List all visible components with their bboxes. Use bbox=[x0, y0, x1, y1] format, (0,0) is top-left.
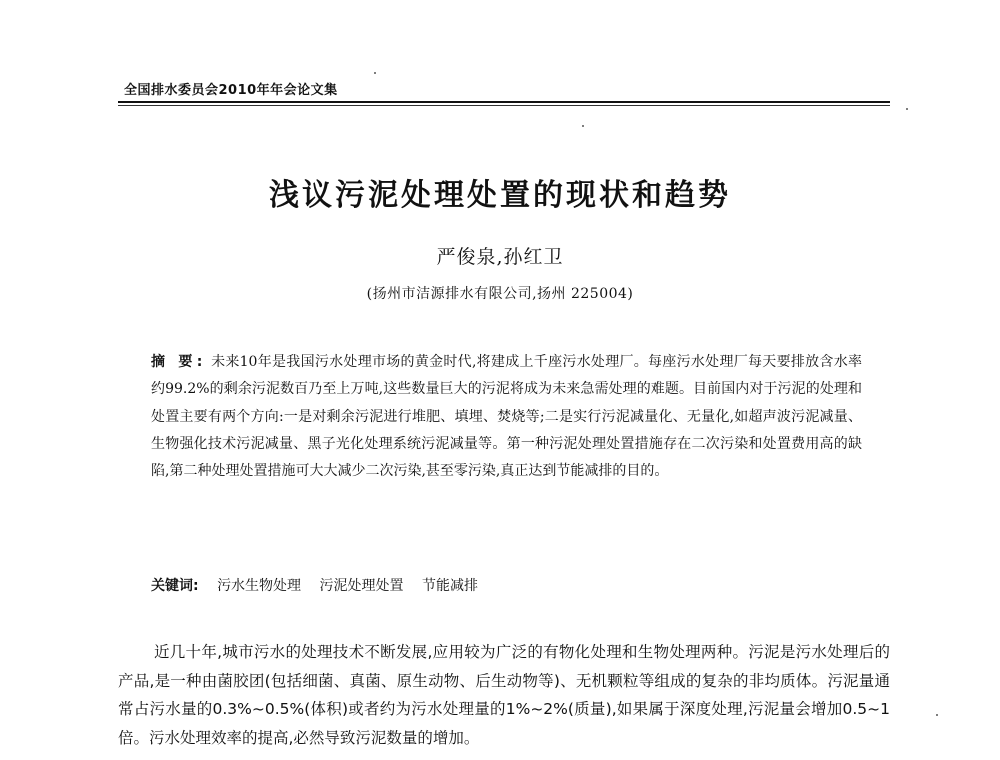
paper-authors: 严俊泉,孙红卫 bbox=[436, 246, 564, 268]
abstract-text: 未来10年是我国污水处理市场的黄金时代,将建成上千座污水处理厂。每座污水处理厂每天要排放含水率约99.2%的剩余污泥数百乃至上万吨,这些数量巨大的污泥将成为未来急需处理的难题。目前国内对于污泥的处理和处置主要有两个方向:一是对剩余污泥进行堆肥、填埋、焚烧等;二是实行污泥减量化、无量化,如超声波污泥减量、生物强化技术污泥减量、黑子光化处理系统污泥减量等。第一种污泥处理处置措施存在二次污染和处置费用高的缺陷,第二种处理处置措施可大大减少二次污染,甚至零污染,真正达到节能减排的目的。 bbox=[151, 354, 862, 480]
running-header: 全国排水委员会2010年年会论文集 bbox=[124, 83, 338, 98]
keyword-item: 污水生物处理 bbox=[217, 578, 302, 594]
keyword-item: 节能减排 bbox=[421, 578, 478, 594]
abstract-label: 摘 要: bbox=[151, 354, 207, 370]
keywords-label: 关键词: bbox=[151, 578, 199, 594]
scan-speck bbox=[936, 714, 938, 716]
keywords bbox=[151, 575, 862, 595]
paper-title: 浅议污泥处理处置的现状和趋势 bbox=[269, 178, 731, 213]
scan-speck bbox=[582, 125, 584, 127]
scan-speck bbox=[374, 72, 376, 74]
body-paragraph: 近几十年,城市污水的处理技术不断发展,应用较为广泛的有物化处理和生物处理两种。污泥是污水处理后的产品,是一种由菌胶团(包括细菌、真菌、原生动物、后生动物等)、无机颗粒等组成的复杂的非均质体。污泥量通常占污水量的0.3%~0.5%(体积)或者约为污水处理量的1%~2%(质量),如果属于深度处理,污泥量会增加0.5~1倍。污水处理效率的提高,必然导致污泥数量的增加。 bbox=[118, 643, 890, 747]
abstract bbox=[151, 349, 862, 485]
keyword-item: 污泥处理处置 bbox=[319, 578, 404, 594]
scan-speck bbox=[906, 108, 908, 110]
paper-affiliation: (扬州市洁源排水有限公司,扬州 225004) bbox=[366, 286, 634, 302]
